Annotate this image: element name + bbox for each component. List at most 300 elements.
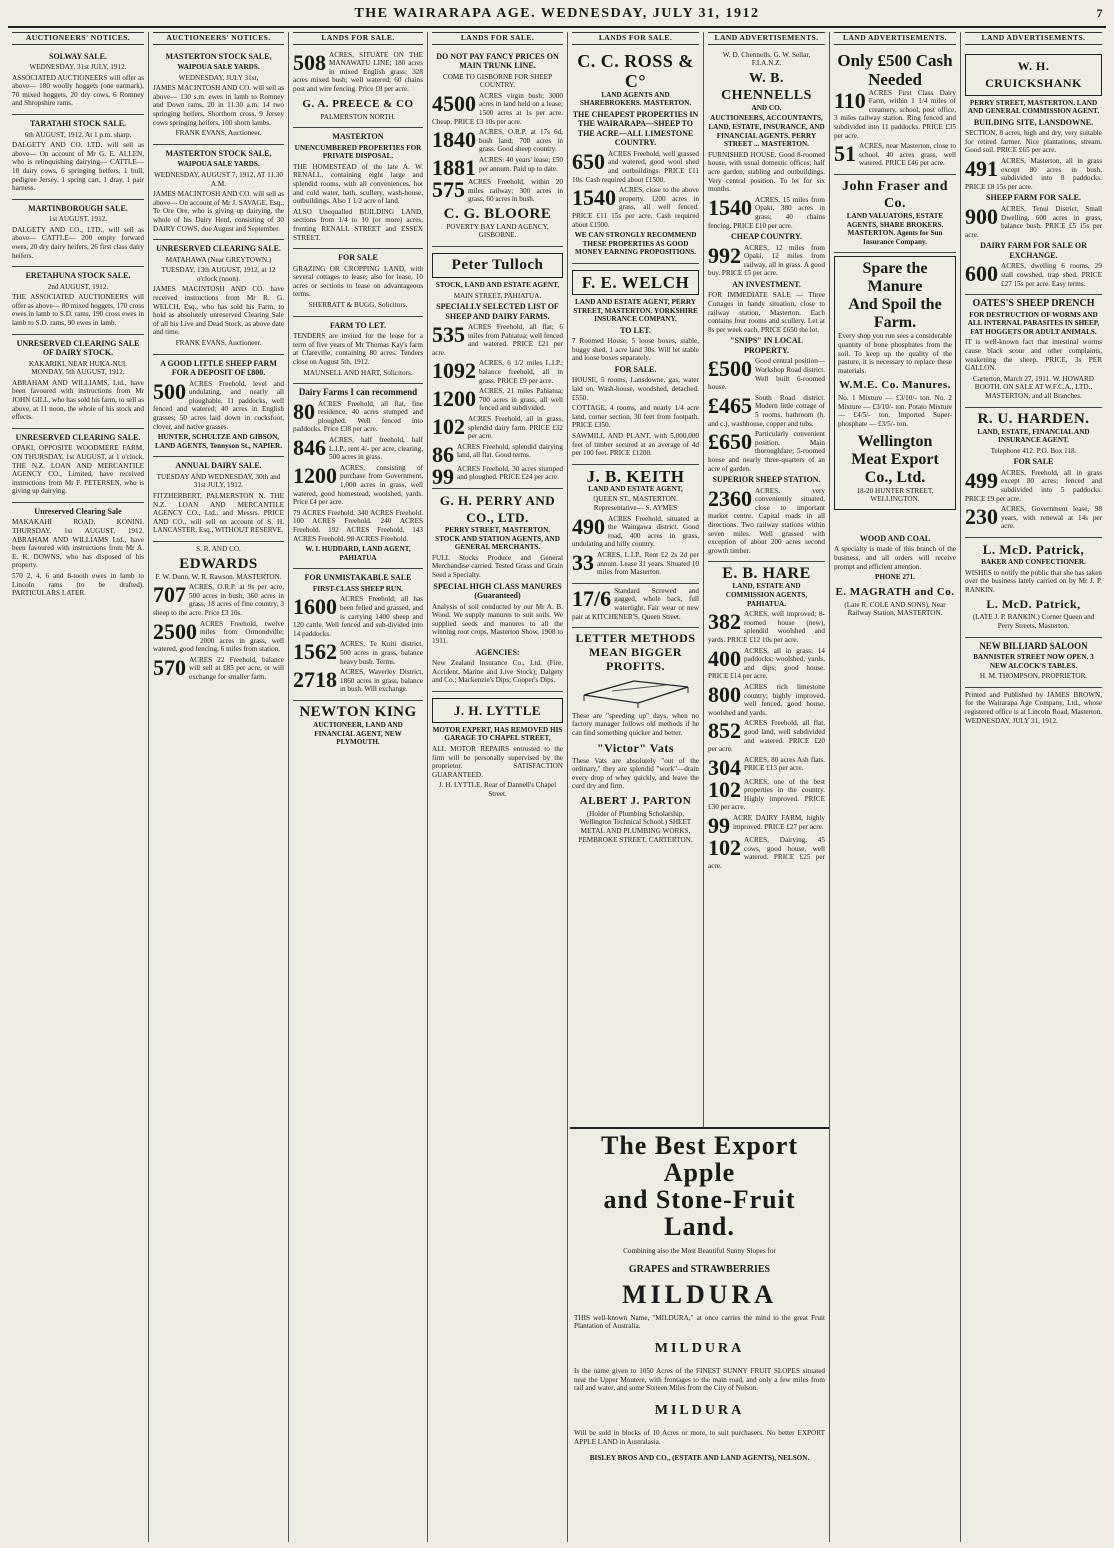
advert-price-list: No. 1 Mixture — £3/10/- ton. No. 2 Mixture — £3/10/- ton. Potato Mixture — £4/5/- ton. Imported Super-phosphate — £3/5/- ton.: [838, 394, 952, 429]
acreage-figure: 1881: [432, 154, 476, 180]
advert-date: 1st AUGUST, 1912.: [48, 215, 108, 224]
advert-body: Every shop you run sees a considerable quantity of bone phosphates from the soil. To keep up the quality of the pasture, it is necessary to replace these materials.: [838, 332, 952, 375]
advert-body: ACRES Freehold, level and undulating, and nearly all ploughable, 11 paddocks, well fenced and watered; 40 acres in English grasses; 50 acres laid down in cocksfoot, clover, and native grasses.: [153, 379, 284, 431]
advert-body: GRAZING OR CROPPING LAND, with several cottages to lease; also for lease, 10 acres or sections to lease on advantageous terms.: [293, 264, 423, 299]
advert-title: Dairy Farms I can recommend: [298, 387, 418, 398]
advert: [293, 48, 423, 129]
advert-body: ACRES, Te Kuiti district, 500 acres in grass, balance heavy bush. Terms.: [340, 640, 423, 666]
advert-title: FOR SALE: [1013, 457, 1054, 467]
acreage-figure: 33: [572, 549, 594, 575]
advert: [293, 128, 423, 249]
masthead-title: THE WAIRARAPA AGE. WEDNESDAY, JULY 31, 1912: [354, 6, 760, 21]
advert-title: UNRESERVED CLEARING SALE.: [156, 244, 281, 254]
advertiser-name: Wellington Meat Export Co., Ltd.: [851, 432, 939, 486]
advert: [293, 701, 423, 753]
advert-date: 6th AUGUST, 1912. At 1 p.m. sharp.: [24, 130, 132, 139]
advert-subtitle: LAND, ESTATE AND COMMISSION AGENTS, PAHIATUA.: [725, 582, 808, 608]
advert-body: ACRES, Masterton, all in grass except 80 acres in bush, subdivided into 8 paddocks. PRICE £8 15s per acre.: [965, 157, 1102, 191]
advert-body: ACRES Freehold; all has been felled and grassed, and is carrying 1400 sheep and 120 cattle. Well fenced and sub-divided into 14 paddocks.: [293, 595, 423, 638]
acreage-figure: 2360: [708, 485, 752, 511]
advert-body: SAWMILL AND PLANT, with 5,000,000 feet of timber secured at an average of 4d per 100 feet. PRICE £1200.: [572, 432, 699, 458]
advert-body: 7 Roomed House, 5 loose boxes, stable, buggy shed, 1 acre land 30s. Will let stable and loose boxes separately.: [572, 337, 699, 363]
advertiser-name: C. C. ROSS & C°: [577, 50, 694, 91]
advert-body: ACRES, 12 miles from Opaki, 12 miles from railway, all in grass. A good buy. PRICE £5 per acre.: [708, 243, 825, 278]
feature-body: THIS well-known Name, "MILDURA," at once carries the mind to the great Fruit Plantation of Australia.: [574, 1313, 825, 1331]
advert-title: FARM TO LET.: [329, 320, 387, 330]
price-figure: £650: [708, 429, 752, 455]
advert-date: WEDNESDAY, JULY 31st,: [178, 73, 259, 82]
acreage-figure: 99: [708, 813, 730, 839]
advertiser-name: W. H. CRUICKSHANK: [985, 58, 1082, 90]
feature-name: MILDURA: [654, 1403, 745, 1419]
advertiser-name: J. B. KEITH: [586, 466, 685, 486]
advert: [572, 628, 699, 850]
acreage-figure: 490: [572, 513, 605, 539]
advert-body: ALL MOTOR REPAIRS entrusted to the firm will be personally supervised by the proprietor. SATISFACTION GUARANTEED.: [432, 745, 563, 779]
advert-signature: SHERRATT & BUGG, Solicitors.: [308, 301, 408, 310]
column-heading: LANDS FOR SALE.: [432, 32, 563, 45]
acreage-figure: 1600: [293, 594, 337, 620]
advert-title: Unreserved Clearing Sale: [34, 506, 122, 516]
advert-body: 79 ACRES Freehold. 340 ACRES Freehold. 100 ACRES Freehold. 240 ACRES Freehold. 192 ACRES Freehold. 143 ACRES Freehold. 98 ACRES Freehold.: [293, 508, 423, 543]
advert-body: JAMES MACINTOSH AND CO. have received instructions from Mr R. G. WELCH, Esq., who has sold his Farm, to hold as absolutely unreserved Clearing Sale of all his Live and Dead Stock, as above date and time.: [153, 285, 284, 337]
advert-body: ACRES Freehold, splendid dairying land, all flat. Good terms.: [457, 442, 563, 460]
column-heading: LANDS FOR SALE.: [572, 32, 699, 45]
advert-place: QUEEN ST., MASTERTON. Representative— S. AYMES: [593, 495, 678, 512]
advert-title: "SNIPS" IN LOCAL PROPERTY.: [730, 336, 803, 355]
acreage-figure: 600: [965, 261, 998, 287]
advert-subtitle: BANNISTER STREET NOW OPEN. 3 NEW ALCOCK'S TABLES.: [973, 653, 1094, 670]
advert-body: ACRES virgin bush; 3000 acres in land held on a lease; 1500 acres at 1s per acre. Cheap. PRICE £3 10s per acre.: [432, 91, 563, 126]
feature-body: Will be sold in blocks of 10 Acres or more, to suit purchasers. No better EXPORT APPLE LAND in Australasia.: [574, 1429, 825, 1446]
advert-body: COTTAGE, 4 rooms, and nearly 1/4 acre land, corner section, 30 feet from footpath. PRICE £350.: [572, 404, 699, 430]
advert-body: ACRES Freehold, all flat, fine residence, 40 acres stumped and ploughed. Well fenced into paddocks. Price £38 per acre.: [293, 399, 423, 434]
advertiser-name: R. U. HARDEN.: [977, 410, 1090, 427]
advert-body: ACRES, all in grass; 14 paddocks; woolshed, yards, and dips; good house. PRICE £14 per acre.: [708, 646, 825, 681]
advert-title: A GOOD LITTLE SHEEP FARM FOR A DEPOSIT OF £800.: [160, 358, 277, 378]
advert-title: AGENCIES:: [475, 647, 520, 657]
advert-body: THE ASSOCIATED AUCTIONEERS will offer as above— 80 mixed hoggets, 170 cross ewes in lamb to S.D. rams, 190 cross ewes in lamb to S.D. rams, 90 ewes in lamb.: [12, 293, 144, 328]
advert-headline: LETTER METHODS MEAN BIGGER PROFITS.: [575, 631, 696, 674]
acreage-figure: 650: [572, 148, 605, 174]
masthead: [8, 6, 1106, 28]
advert: [572, 264, 699, 465]
advertiser-name: L. McD. Patrick,: [982, 541, 1085, 557]
advert: [12, 335, 144, 429]
advert-body: ACRES, Freehold, all in grass except 80 acres; fenced and subdivided into 5 paddocks. PRICE £9 per acre.: [965, 468, 1102, 503]
advert-subtitle: (LATE J. P. RANKIN.) Corner Queen and Perry Streets, Masterton.: [972, 613, 1095, 630]
advert-title: SPECIAL HIGH CLASS MANURES (Guaranteed): [433, 581, 562, 601]
advert-date: 2nd AUGUST, 1912.: [47, 282, 109, 291]
advert-body: ACRES, 80 acres Ash flats. PRICE £13 per acre.: [744, 755, 825, 773]
advert-title: ANNUAL DAIRY SALE.: [175, 461, 262, 471]
advert: [572, 48, 699, 264]
acreage-figure: 499: [965, 467, 998, 493]
acreage-figure: 80: [293, 398, 315, 424]
feature-body: Is the name given to 1050 Acres of the FINEST SUNNY FRUIT SLOPES situated near the Upper Moutere, with frontages to the main road, and only a few miles from rail and water, and some Sixteen Miles from the City of Nelson.: [574, 1367, 825, 1393]
advert: [965, 538, 1102, 638]
advert-title: FOR SALE: [338, 253, 378, 263]
advert-body: ACRES, near Masterton, close to school, 40 acres grass, well watered. PRICE £46 per acre.: [859, 142, 956, 168]
advertiser-name: G. A. PREECE & CO: [302, 97, 414, 110]
advert: [708, 48, 825, 563]
advert-body: ACRES Freehold, all in grass, splendid dairy farm. PRICE £32 per acre.: [468, 415, 563, 441]
advert: [834, 48, 956, 175]
advert-subtitle: STOCK, LAND AND ESTATE AGENT,: [435, 280, 560, 289]
product-name: "Victor" Vats: [596, 740, 675, 755]
advert-title: FOR UNMISTAKABLE SALE: [304, 573, 412, 583]
advert-subtitle: UNENCUMBERED PROPERTIES FOR PRIVATE DISPOSAL.: [294, 143, 422, 161]
advert-body: WISHES to notify the public that she has taken over the business lately carried on by Mr J. P. RANKIN.: [965, 568, 1102, 594]
feature-title: The Best Export Apple: [601, 1131, 798, 1187]
advert-title: FOR SALE.: [614, 364, 657, 374]
advert-body: ACRES, 15 miles from Opaki, 380 acres in grass; 40 chains fencing. PRICE £10 per acre.: [708, 195, 825, 230]
advert-date: TUESDAY AND WEDNESDAY, 30th and 31st JULY, 1912.: [156, 472, 281, 490]
advert: [572, 584, 699, 628]
advert-headline: Spare the Manure: [862, 260, 928, 296]
advert-title: OATES'S SHEEP DRENCH: [972, 298, 1095, 310]
advert-signature: Carterton, March 27, 1911. W. HOWARD BOOTH. ON SALE AT W.F.C.A., LTD., MASTERTON, and all Branches.: [973, 374, 1094, 400]
advert: [12, 267, 144, 334]
acreage-figure: 846: [293, 435, 326, 460]
acreage-figure: 1562: [293, 639, 337, 665]
advert-body: FOR IMMEDIATE SALE — Three Cottages in handy situation, close to railway station, Masterton. Each contains four rooms and scullery. Let at 8s per week each. PRICE £650 the lot.: [708, 291, 825, 334]
advert-signature: HUNTER, SCHULTZE AND GIBSON, LAND AGENTS, Tennyson St., NAPIER.: [154, 433, 282, 450]
advert: [834, 530, 956, 624]
advert-body: ACRES, 6 1/2 miles L.I.P.; balance freehold, all in grass. PRICE £9 per acre.: [479, 359, 563, 385]
acreage-figure: 1200: [432, 386, 476, 412]
advert-body: ACRES, close to the above property. 1200 acres in grass, all well fenced. PRICE £11 15s per acre. Cash required about £1500.: [572, 186, 699, 229]
acreage-figure: 86: [432, 441, 454, 467]
acreage-figure: 900: [965, 203, 998, 229]
advert-title: MARTINBOROUGH SALE.: [28, 203, 128, 213]
advert-date: WEDNESDAY, 31st JULY, 1912.: [29, 63, 127, 72]
advertiser-name: E. B. HARE: [722, 565, 811, 583]
advert-body: ACRES, Dairying, 45 cows, good house, well watered. PRICE £25 per acre.: [708, 836, 825, 870]
advertiser-name: NEWTON KING: [299, 703, 417, 720]
advert-title: THE CHEAPEST PROPERTIES IN THE WAIRARAPA—SHEEP TO THE ACRE—ALL LIMESTONE COUNTRY.: [572, 109, 699, 148]
advert: [432, 489, 563, 692]
advert-body: New Zealand Insurance Co., Ltd. (Fire, Accident, Marine and Live Stock); Dalgety and Co.; Mackenzie's Dips; Cooper's Dips.: [432, 659, 563, 685]
advert-body: MAKAKAHI ROAD, KONINI. THURSDAY, 1st AUGUST, 1912. ABRAHAM AND WILLIAMS Ltd., have been favoured with instructions from Mr A. E. K. DOWNS, who has disposed of his property.: [12, 518, 144, 570]
page-number: 7: [1096, 6, 1104, 20]
advert-subtitle: LAND AND ESTATE AGENT, PERRY STREET, MASTERTON. YORKSHIRE INSURANCE COMPANY.: [573, 297, 698, 324]
advert-body: SECTION, 8 acres, high and dry, very suitable for retired farmer. Nice plantations, stream. Good soil. PRICE £65 per acre.: [965, 129, 1102, 155]
acreage-figure: 4500: [432, 90, 476, 116]
advert-subtitle: WAIPOUA SALE YARDS.: [177, 160, 260, 169]
advert-body: ACRES, consisting of purchase from Government, 1,000 acres in grass, well watered, good homestead, woolshed, yards. Price £4 per acre.: [293, 463, 423, 507]
advert-body: ACRES, O.R.P. at 17s 6d, bush land; 700 acres in grass. Good sheep country.: [479, 128, 563, 154]
advert-body: Good central position—Workshop Road district. Well built 6-roomed house.: [708, 357, 825, 392]
acreage-figure: 535: [432, 322, 465, 348]
advert-body: ACRES Freehold, well grassed and watered, good wool shed and outbuildings. PRICE £11 10s. Cash required about £1500.: [572, 149, 699, 184]
advert-partners: W. D. Chennells. G. W. Sellar, F.I.A.N.Z.: [722, 50, 811, 68]
advert-title: TO LET.: [620, 325, 651, 335]
advert: [708, 562, 825, 876]
advert-signature: W. I. HUDDARD, LAND AGENT, PAHIATUA: [305, 545, 411, 562]
feature-name: MILDURA: [621, 1280, 778, 1310]
advert-body: DALGETY AND CO. LTD. will sell as above— On account of Mr G. E. ALLEN, who is relinquishing dairying— CATTLE— 18 dairy cows, 6 springing heifers, 1 bull, pedigree Jersey. 1 spring cart, 1 dray, 1 pair harness.: [12, 141, 144, 193]
advert-title: NEW BILLIARD SALOON: [979, 640, 1088, 651]
advert: [293, 249, 423, 316]
feature-signature: BISLEY BROS AND CO., (ESTATE AND LAND AGENTS), NELSON.: [589, 1453, 810, 1462]
column-heading: LANDS FOR SALE.: [293, 32, 423, 45]
advert-body: ACRES 22 Freehold, balance will sell at £85 per acre, or will exchange for smaller farm.: [189, 655, 284, 682]
acreage-figure: 102: [708, 835, 741, 861]
advert-subtitle: PERRY STREET, MASTERTON. LAND AND GENERAL COMMISSION AGENT.: [967, 98, 1100, 116]
acreage-figure: 1540: [572, 185, 616, 211]
advert: [572, 465, 699, 584]
advert-headline: Only £500 Cash Needed: [837, 50, 953, 89]
advert-subtitle: FOR DESTRUCTION OF WORMS AND ALL INTERNAL PARASITES IN SHEEP, FAT HOGGETS OR ADULT ANIMALS.: [967, 310, 1100, 336]
advert-body: ACRES rich limestone country; highly improved, well fenced, good house, woolshed and yards.: [708, 682, 825, 717]
advert-subtitle: LAND, ESTATE, FINANCIAL AND INSURANCE AGENT.: [977, 427, 1090, 445]
advertiser-name: F. E. WELCH: [581, 272, 690, 292]
advert-subtitle: AUCTIONEER, LAND AND FINANCIAL AGENT, NEW PLYMOUTH.: [313, 720, 403, 747]
advertiser-name: C. G. BLOORE: [443, 205, 552, 222]
advert: [965, 638, 1102, 688]
columns: [8, 32, 1106, 1542]
acreage-figure: 1200: [293, 462, 337, 488]
advert-body: ACRES, half freehold, half L.I.P., rent 4/- per acre, clearing, 500 acres in grass.: [329, 436, 423, 462]
acreage-figure: 1840: [432, 127, 476, 153]
advertiser-name: EDWARDS: [179, 555, 258, 572]
advert-place: KAKARIKI, NEAR HUKA-NUI. MONDAY, 5th AUGUST, 1912.: [28, 359, 128, 377]
column-2: [149, 32, 289, 1542]
advert-signature: MAUNSELL AND HART, Solicitors.: [303, 368, 413, 377]
advert-subtitle: AUCTIONEERS, ACCOUNTANTS, LAND, ESTATE, INSURANCE, AND FINANCIAL AGENTS. PERRY STREET ... MASTERTON.: [708, 114, 825, 149]
advert-subtitle: AND CO.: [751, 103, 782, 112]
column-3: [289, 32, 428, 1542]
advert-title: WOOD AND COAL: [859, 533, 931, 543]
advert: [432, 692, 563, 805]
acreage-figure: 2718: [293, 667, 337, 693]
acreage-figure: 508: [293, 49, 326, 75]
acreage-figure: 230: [965, 504, 998, 530]
acreage-figure: 800: [708, 681, 741, 707]
advert: [12, 48, 144, 115]
column-heading: AUCTIONEERS' NOTICES.: [153, 32, 284, 45]
advert-title: MASTERTON STOCK SALE,: [165, 51, 272, 61]
advert-body: ACRE DAIRY FARM, highly improved. PRICE £27 per acre.: [733, 814, 825, 831]
advert-body: FURNISHED HOUSE. Good 8-roomed house, with usual domestic offices; half acre garden, stabling and outbuildings. Very central position. To let for six months.: [708, 150, 825, 194]
advert-title: ERETAHUNA STOCK SALE.: [25, 271, 131, 281]
advert-note: WE CAN STRONGLY RECOMMEND THESE PROPERTIES AS GOOD MONEY EARNING PROPOSITIONS.: [574, 231, 697, 257]
acreage-figure: 400: [708, 645, 741, 671]
acreage-figure: 99: [432, 463, 454, 489]
advert: [834, 256, 956, 510]
column-heading: AUCTIONEERS' NOTICES.: [12, 32, 144, 45]
acreage-figure: 575: [432, 176, 465, 202]
advert-body: ACRES, Government lease, 98 years, with renewal at 14s per acre.: [1001, 505, 1102, 531]
advert-body: HOUSE, 5 rooms, Lansdowne, gas, water laid on. Wash-house, woodshed, detached. £550.: [572, 376, 699, 402]
advert: [965, 295, 1102, 407]
feature-subtitle: Combining also the Most Beautiful Sunny Slopes for: [623, 1247, 776, 1256]
advert-body: 570 2, 4, 6 and 8-tooth ewes in lamb to Lincoln rams (to be drafted). PARTICULARS LATER.: [12, 571, 144, 598]
advert-body: ACRES Freehold, all flat; 6 miles from Pahiatua; well fenced and watered. PRICE £21 per acre.: [432, 323, 564, 357]
advertiser-name: ALBERT J. PARTON: [579, 794, 692, 807]
advert-body: ASSOCIATED AUCTIONEERS will offer as above— 180 woolly hoggets (one earmark), 70 mixed hoggets, 20 dry cows, 6 Romney and Shropshire rams.: [12, 73, 144, 108]
advert-title: UNRESERVED CLEARING SALE.: [15, 432, 141, 442]
advert-body: ACRES, 21 miles Pahiatua; 700 acres in grass, all well fenced and subdivided.: [479, 387, 563, 413]
advert-title: TARATAHI STOCK SALE.: [29, 119, 127, 129]
advert-signature: FRANK EVANS, Auctioneer.: [175, 129, 262, 138]
advert: [153, 457, 284, 542]
price-figure: 17/6: [572, 585, 612, 611]
advert-place: MAIN STREET, PAHIATUA.: [453, 291, 542, 300]
advert-agents: F. W. Dunn, W. R. Rawson. MASTERTON.: [155, 572, 282, 581]
advert-subtitle: PERRY STREET, MASTERTON. STOCK AND STATION AGENTS, AND GENERAL MERCHANTS.: [435, 526, 560, 552]
advert: [432, 247, 563, 489]
advert: [153, 48, 284, 145]
advert: [12, 200, 144, 267]
advert-body: FITZHERBERT, PALMERSTON N. THE N.Z. LOAN AND MERCANTILE AGENCY CO., Ltd., and Messrs. PRICE AND CO., will sell on account of S. H. LANCASTER, Esq., WITHOUT RESERVE.: [153, 491, 284, 535]
feature-subtitle: GRAPES and STRAWBERRIES: [628, 1263, 771, 1275]
advert: [153, 542, 284, 688]
advert-subtitle: POVERTY BAY LAND AGENCY, GISBORNE.: [446, 222, 549, 240]
printer-imprint: [965, 688, 1102, 731]
advert-body: DALGETY AND CO., LTD., will sell as above— CATTLE— 200 empty forward ewes, 20 dry dairy heifers, 26 first class dairy heifers.: [12, 225, 144, 260]
advert: [293, 317, 423, 384]
advert: [12, 429, 144, 503]
advert-body: ACRES, one of the best properties in the country. Highly improved. PRICE £30 per acre.: [708, 777, 825, 812]
advert-title: CHEAP COUNTRY.: [731, 232, 802, 242]
column-heading: LAND ADVERTISEMENTS.: [965, 32, 1102, 45]
column-8: [961, 32, 1106, 1542]
column-1: [8, 32, 149, 1542]
advert: [293, 384, 423, 569]
advert-title: MASTERTON: [332, 132, 384, 142]
advert-body: These Vats are absolutely "out of the ordinary," they are splendid "work"—drain every drop of whey quickly, and leave the curd dry and firm.: [572, 756, 699, 791]
advert-body: IT is well-known fact that intestinal worms cause black scour and other complaints, weakening the sheep. PRICE, 3s PER GALLON.: [965, 338, 1102, 373]
advert-title: MASTERTON STOCK SALE,: [165, 148, 272, 158]
advert-body: ACRES Freehold, situated at the Waingawa district. Good road, 400 acres in grass, undulating and hilly country.: [572, 514, 699, 549]
advert-subtitle: (Holder of Plumbing Scholarship, Wellington Technical School.) SHEET METAL AND PLUMBING WORKS, PEMBROKE STREET, CARTERTON.: [578, 809, 693, 844]
advert-subtitle: (Late R. COLE AND SONS), Near Railway Station, MASTERTON.: [844, 600, 946, 618]
advert-body: ALSO Unequalled BUILDING LAND, sections from 1/4 to 10 (or more) acres, fronting RENALL STREET and ESSEX STREET.: [293, 207, 423, 242]
advert-body: A specialty is made of this branch of the business, and all orders will receive prompt and efficient attention.: [834, 545, 956, 571]
advert: [153, 355, 284, 458]
advert: [834, 175, 956, 253]
advert-subtitle: 18-20 HUNTER STREET, WELLINGTON.: [856, 486, 934, 504]
advert-date: TUESDAY, 13th AUGUST, 1912, at 12 o'clock (noon).: [161, 266, 276, 283]
acreage-figure: 1092: [432, 358, 476, 384]
advert-body: FULL Stocks Produce and General Merchandise carried. Tested Grass and Grain Seed a Specialty.: [432, 553, 563, 579]
advert-body: ACRES Freehold, all flat, good land, well subdivided and watered. PRICE £20 per acre.: [708, 719, 825, 754]
advert-subtitle: LAND AND ESTATE AGENT,: [588, 484, 683, 493]
column-4: [428, 32, 568, 1542]
advertiser-name: E. MAGRATH and Co.: [835, 585, 955, 598]
acreage-figure: 491: [965, 156, 998, 182]
acreage-figure: 2500: [153, 618, 197, 644]
advert-date: WEDNESDAY, AUGUST 7, 1912, AT 11.30 A.M.: [153, 170, 284, 188]
advert-title: AN INVESTMENT.: [732, 279, 801, 289]
advert-subtitle: LAND VALUATORS, ESTATE AGENTS, SHARE BROKERS. MASTERTON. Agents for Sun Insurance Company.: [846, 211, 944, 246]
advert: [432, 48, 563, 247]
column-heading: LAND ADVERTISEMENTS.: [834, 32, 956, 45]
advert-body: Standard Screwed and gagged, whole back, full watertight. Fair wear or new pair at KITCHENER'S, Queen Street.: [572, 586, 699, 621]
advert-subtitle: BAKER AND CONFECTIONER.: [981, 557, 1086, 566]
advert-phone: PHONE 271.: [875, 573, 915, 582]
acreage-figure: 500: [153, 378, 186, 404]
acreage-figure: 992: [708, 242, 741, 268]
advert: [153, 240, 284, 354]
advert-body: ACRES, Tenui District, Small Dwelling, 600 acres in grass, balance bush. PRICE £5 15s per acre.: [965, 204, 1102, 239]
advert-body: ACRES Freehold, 30 acres stumped and ploughed. PRICE £24 per acre.: [457, 464, 563, 482]
acreage-figure: 102: [708, 776, 741, 802]
advert-subtitle: WAIPOUA SALE YARDS.: [177, 63, 260, 72]
advert-body: Particularly convenient position. Main thoroughfare; 5-roomed house and nearly three-quarters of an acre of garden.: [708, 430, 825, 473]
advert-signature: FRANK EVANS, Auctioneer.: [175, 338, 262, 347]
acreage-figure: 51: [834, 141, 856, 167]
acreage-figure: 102: [432, 414, 465, 440]
advert-subtitle: COME TO GISBORNE FOR SHEEP COUNTRY.: [442, 72, 553, 90]
advert: [965, 48, 1102, 296]
advert: [12, 503, 144, 604]
acreage-figure: 852: [708, 718, 741, 744]
advertiser-name: J. H. LYTTLE: [453, 702, 542, 718]
advert: [153, 145, 284, 240]
price-figure: £500: [708, 356, 752, 382]
advert-title: BUILDING SITE, LANSDOWNE.: [973, 117, 1094, 127]
product-name: W.M.E. Co. Manures.: [839, 379, 951, 392]
advert-title: DAIRY FARM FOR SALE OR EXCHANGE.: [980, 241, 1087, 260]
feature-title: and Stone-Fruit Land.: [603, 1185, 796, 1241]
advert-body: ACRES, very conveniently situated, close to important market centre. Capital roads in all directions. Two railway stations within seven miles. Well grassed with exception of about 200 acres second growth timber.: [708, 486, 825, 555]
acreage-figure: 707: [153, 582, 186, 608]
advert-signature: H. M. THOMPSON, PROPRIETOR.: [979, 672, 1088, 681]
advert-place: MATAHAWA (Near GREYTOWN.): [165, 255, 272, 264]
advert-title: SOLWAY SALE.: [49, 51, 107, 61]
acreage-figure: 110: [834, 87, 866, 113]
feature-name: MILDURA: [654, 1340, 745, 1356]
advert: [965, 408, 1102, 538]
advert-subtitle: MOTOR EXPERT, HAS REMOVED HIS GARAGE TO CHAPEL STREET,: [432, 725, 563, 743]
acreage-figure: 382: [708, 609, 741, 635]
advert-body: TENDERS are invited for the lease for a term of five years of Mr Thomas Kay's farm at Clareville, containing 80 acres. Tenders close on August 5th, 1912.: [293, 332, 423, 366]
advert-body: ACRES Freehold, twelve miles from Ormondville; 2000 acres in grass, well watered, good fencing, 6 miles from station.: [153, 619, 284, 654]
advert-place: PALMERSTON NORTH.: [320, 112, 396, 121]
acreage-figure: 304: [708, 754, 741, 780]
advert-body: ACRES, dwelling 6 rooms, 29 stall cowshed, trap shed. PRICE £27 15s per acre. Easy terms.: [1001, 262, 1102, 288]
advert-body: ACRES, well improved; 8-roomed house (new), splendid woolshed and yards. PRICE £12 10s per acre.: [708, 610, 825, 644]
advert-body: ACRES Freehold, within 20 miles railway; 300 acres in grass, 60 acres in bush.: [468, 177, 563, 204]
acreage-figure: 1540: [708, 194, 752, 220]
advert-body: JAMES MACINTOSH AND CO. will sell as above— 130 s.m. ewes in lamb to Romney and Down rams, 20 in 11.30 a.m. 14 two springing heifers, Shorthorn cross, 9 Jersey cows springing heifers, 100 shorn lambs.: [153, 84, 284, 127]
advert-body: ACRES, SITUATE ON THE MANAWATU LINE; 180 acres in mixed English grass; 328 acres mixed bush; well watered; 60 chains post and wire fencing. Price £8 per acre.: [293, 50, 423, 93]
vat-illustration: [572, 673, 698, 709]
advertiser-name: G. H. PERRY AND CO., LTD.: [439, 493, 556, 525]
advert-body: ACRES, O.R.P. at 9s per acre, 500 acres in bush, 360 acres in grass, 18 acres of fine country, 3 sheep to the acre. Price £3 10s.: [153, 583, 284, 617]
advert-body: JAMES MACINTOSH AND CO. will sell as above— On account of Mr J. SAVAGE, Esq., Te Ore Ore, who is giving up dairying, the whole of his Dairy Herd, consisting of 30 DAIRY COWS, due August and September.: [153, 190, 284, 233]
price-figure: £465: [708, 392, 752, 418]
advert-title: UNRESERVED CLEARING SALE OF DAIRY STOCK.: [16, 338, 140, 358]
advert-subtitle: LAND AGENTS AND SHAREBROKERS. MASTERTON.: [579, 90, 692, 108]
advert-body: ACRES, Waverley District, 1860 acres in grass, balance in bush. Will exchange.: [340, 668, 423, 694]
advert-signature: J. H. LYTTLE. Rear of Dannell's Chapel Street.: [438, 781, 557, 798]
imprint-text: Printed and Published by JAMES BROWN, for the Wairarapa Age Company, Ltd., whose registered office is at Lincoln Road, Masterton. WEDNESDAY, JULY 31, 1912.: [965, 690, 1102, 725]
advert-subtitle: FIRST-CLASS SHEEP RUN.: [312, 584, 404, 593]
column-heading: LAND ADVERTISEMENTS.: [708, 32, 825, 45]
advert-body: ACRES: 40 years' lease; £50 per annum. Paid up to date.: [479, 155, 563, 173]
column-6: [704, 32, 830, 1542]
advert-title: DO NOT PAY FANCY PRICES ON MAIN TRUNK LINE.: [436, 51, 559, 71]
advert: [12, 115, 144, 200]
advert-body: ACRES, L.I.P., Rent £2 2s 2d per annum. Lease 31 years. Situated 10 miles from Masterton.: [597, 550, 699, 577]
advertiser-name: John Fraser and Co.: [841, 178, 949, 211]
acreage-figure: 570: [153, 654, 186, 680]
advert-body: ACRES First Class Dairy Farm, within 1 1/4 miles of creamery, school, post office, 3 miles railway station. Ring fenced and subdivided into 11 paddocks. PRICE £35 per acre.: [834, 88, 956, 140]
